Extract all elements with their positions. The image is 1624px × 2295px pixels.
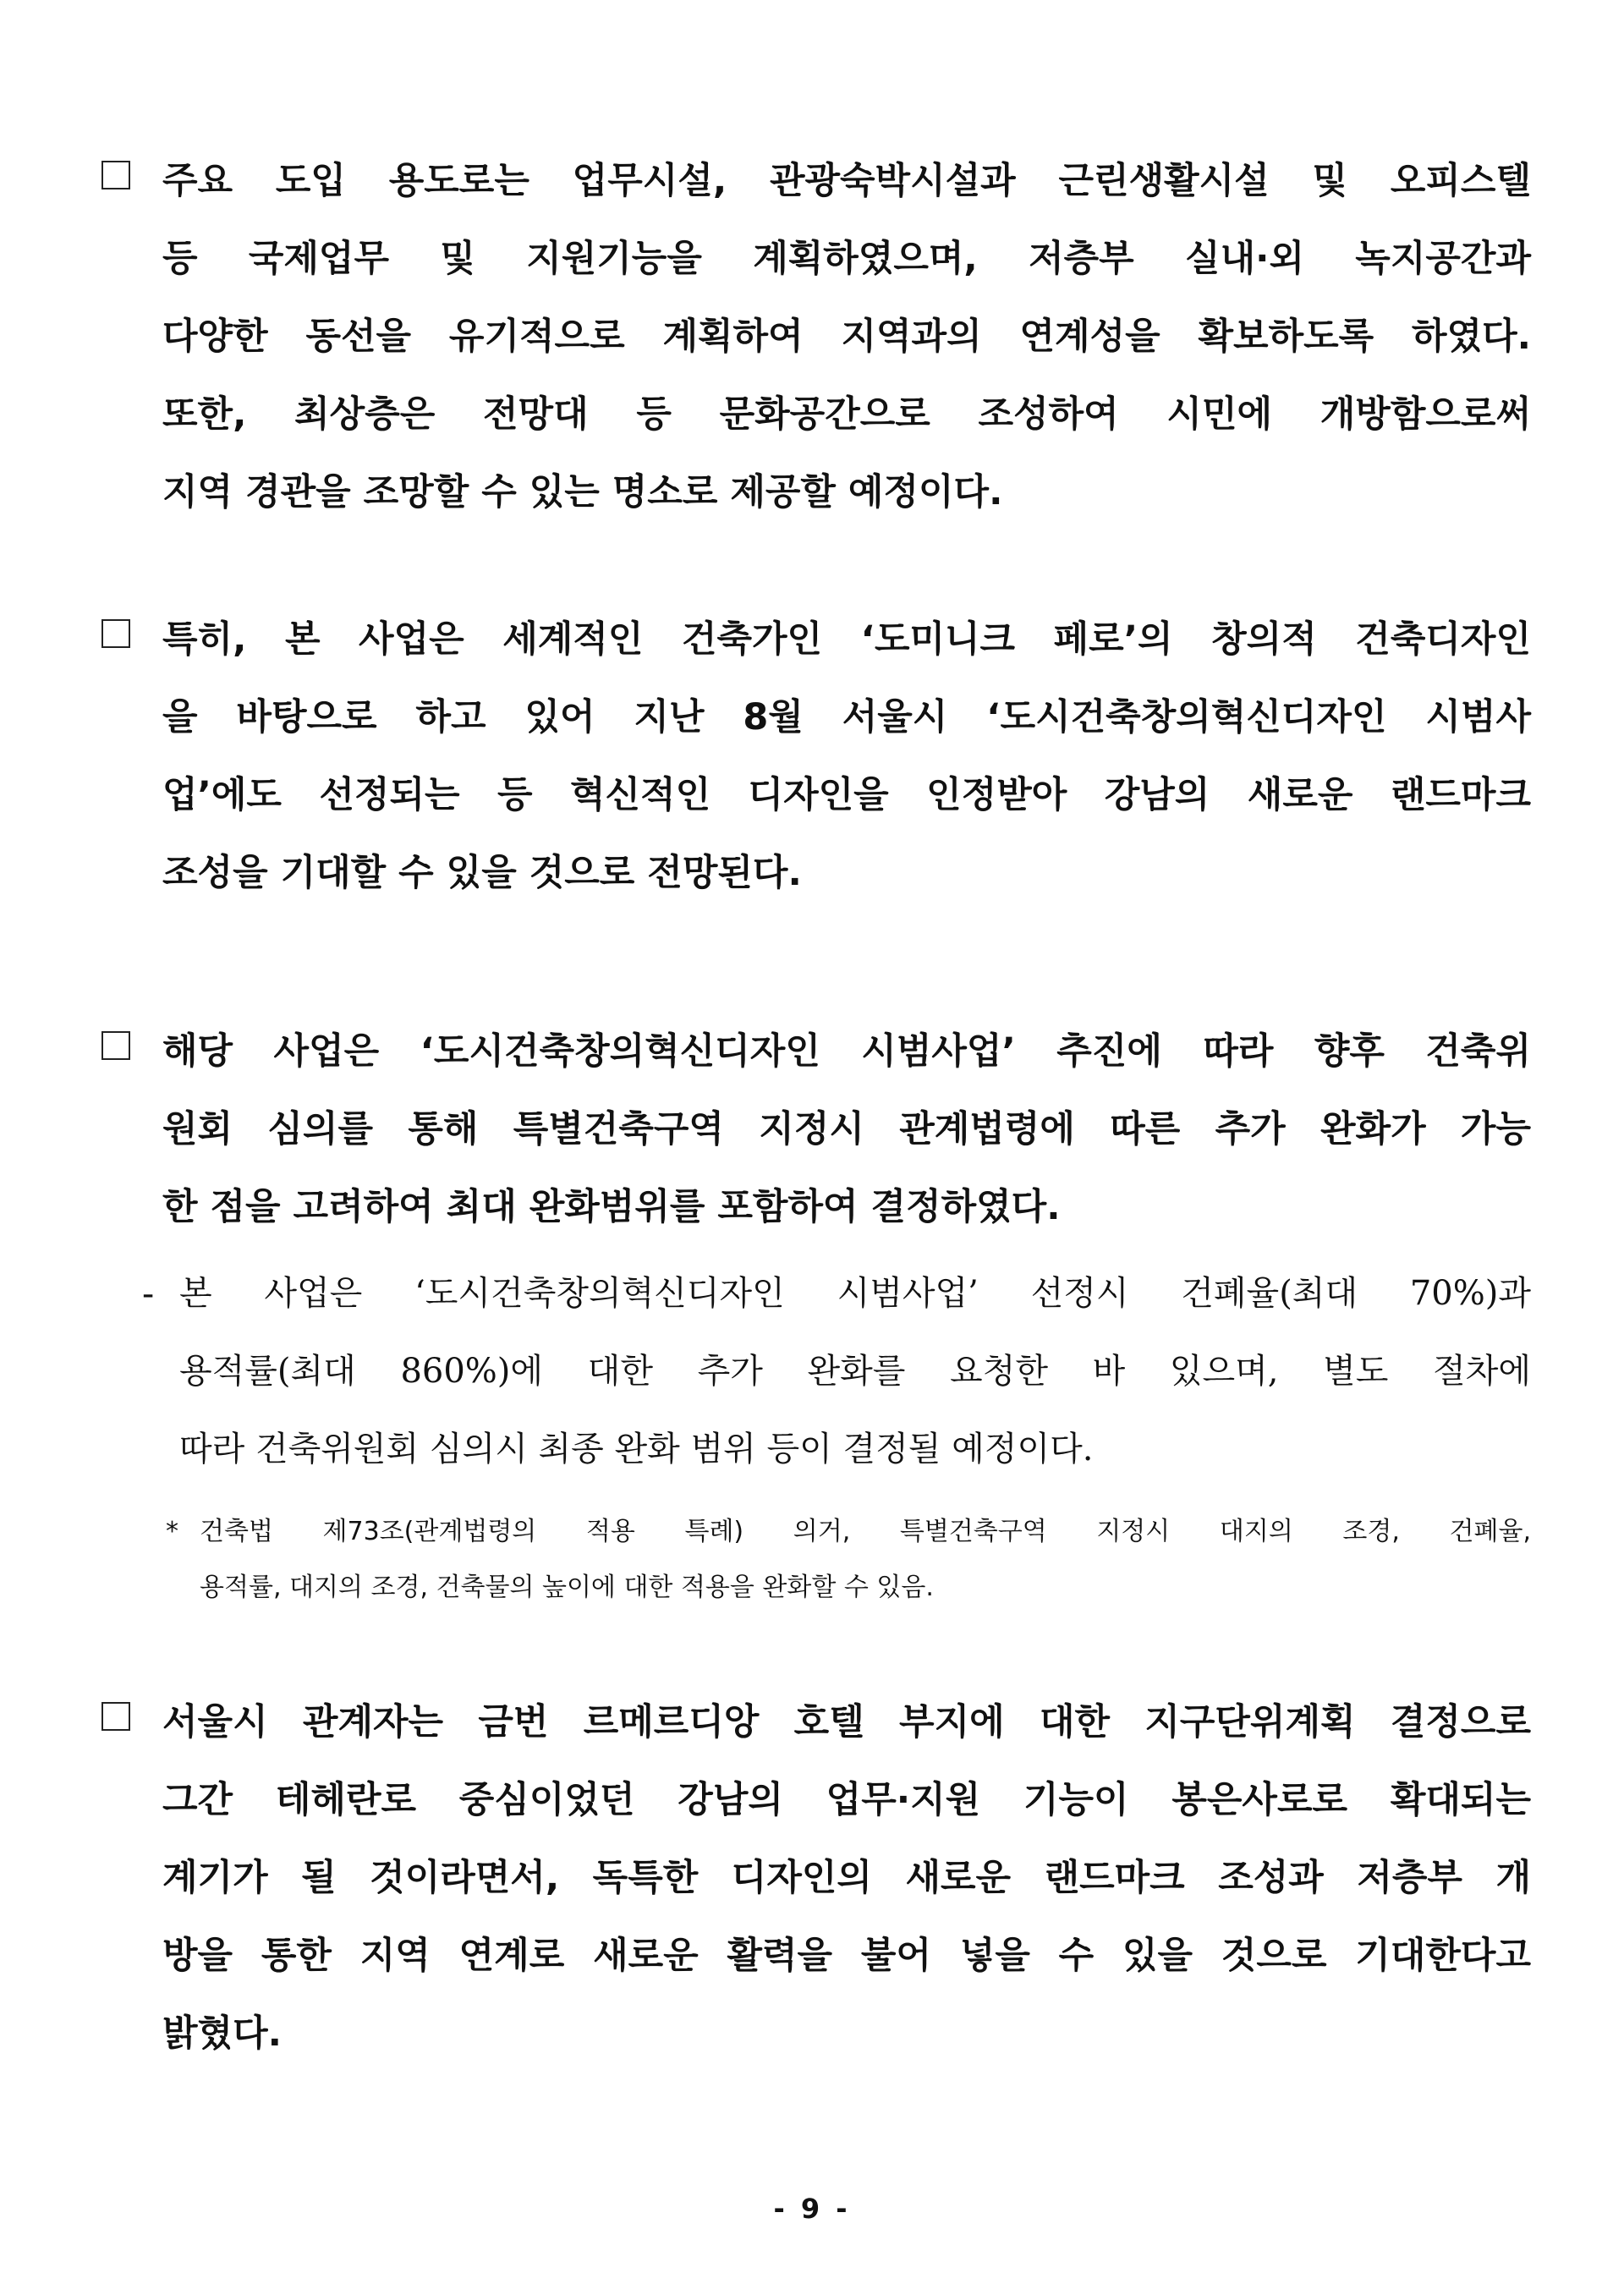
text-line: 본 사업은 ‘도시건축창의혁신디자인 시범사업’ 선정시 건폐율(최대 70%)과 [179,1274,1531,1313]
text-line: 용적률(최대 860%)에 대한 추가 완화를 요청한 바 있으며, 별도 절차에 [179,1352,1531,1391]
text-line: 그간 테헤란로 중심이었던 강남의 업무·지원 기능이 봉은사로로 확대되는 [162,1779,1531,1821]
text-line: 등 국제업무 및 지원기능을 계획하였으며, 저층부 실내·외 녹지공간과 [162,238,1531,280]
checkbox-bullet-icon [102,619,130,648]
text-line: 서울시 관계자는 금번 르메르디앙 호텔 부지에 대한 지구단위계획 결정으로 [162,1701,1531,1743]
text-line: 따라 건축위원회 심의시 최종 완화 범위 등이 결정될 예정이다. [179,1430,1094,1469]
text-line: 지역 경관을 조망할 수 있는 명소로 제공할 예정이다. [162,471,1003,513]
paragraph-3 [102,1013,1531,1246]
text-line: 업’에도 선정되는 등 혁신적인 디자인을 인정받아 강남의 새로운 랜드마크 [162,774,1531,816]
checkbox-bullet-icon [102,1702,130,1731]
sub-bullet [142,1255,1531,1488]
text-line: 건축법 제73조(관계법령의 적용 특례) 의거, 특별건축구역 지정시 대지의 조경, 건폐율, [200,1517,1531,1546]
text-line: 특히, 본 사업은 세계적인 건축가인 ‘도미니크 페로’의 창의적 건축디자인 [162,618,1531,661]
dash-marker: - [142,1272,155,1314]
text-line: 주요 도입 용도로는 업무시설, 관광숙박시설과 근린생활시설 및 오피스텔 [162,160,1531,202]
paragraph-1 [102,142,1531,531]
checkbox-bullet-icon [102,1031,130,1060]
text-line: 해당 사업은 ‘도시건축창의혁신디자인 시범사업’ 추진에 따라 향후 건축위 [162,1030,1531,1073]
text-line: 조성을 기대할 수 있을 것으로 전망된다. [162,852,802,894]
text-line: 밝혔다. [162,2012,282,2055]
checkbox-bullet-icon [102,161,130,189]
text-line: 을 바탕으로 하고 있어 지난 8월 서울시 ‘도시건축창의혁신디자인 시범사 [162,696,1531,738]
page-number: - 9 - [773,2193,851,2225]
paragraph-4 [102,1683,1531,2073]
text-line: 또한, 최상층은 전망대 등 문화공간으로 조성하여 시민에 개방함으로써 [162,393,1531,436]
text-line: 방을 통한 지역 연계로 새로운 활력을 불어 넣을 수 있을 것으로 기대한다고 [162,1935,1531,1977]
footnote [166,1504,1531,1616]
text-line: 계기가 될 것이라면서, 독특한 디자인의 새로운 랜드마크 조성과 저층부 개 [162,1857,1531,1899]
paragraph-2 [102,601,1531,912]
text-line: 다양한 동선을 유기적으로 계획하여 지역과의 연계성을 확보하도록 하였다. [162,316,1531,358]
text-line: 용적률, 대지의 조경, 건축물의 높이에 대한 적용을 완화할 수 있음. [200,1573,934,1602]
text-line: 한 점을 고려하여 최대 완화범위를 포함하여 결정하였다. [162,1186,1061,1228]
text-line: 원회 심의를 통해 특별건축구역 지정시 관계법령에 따른 추가 완화가 가능 [162,1108,1531,1150]
asterisk-marker: * [166,1517,178,1546]
